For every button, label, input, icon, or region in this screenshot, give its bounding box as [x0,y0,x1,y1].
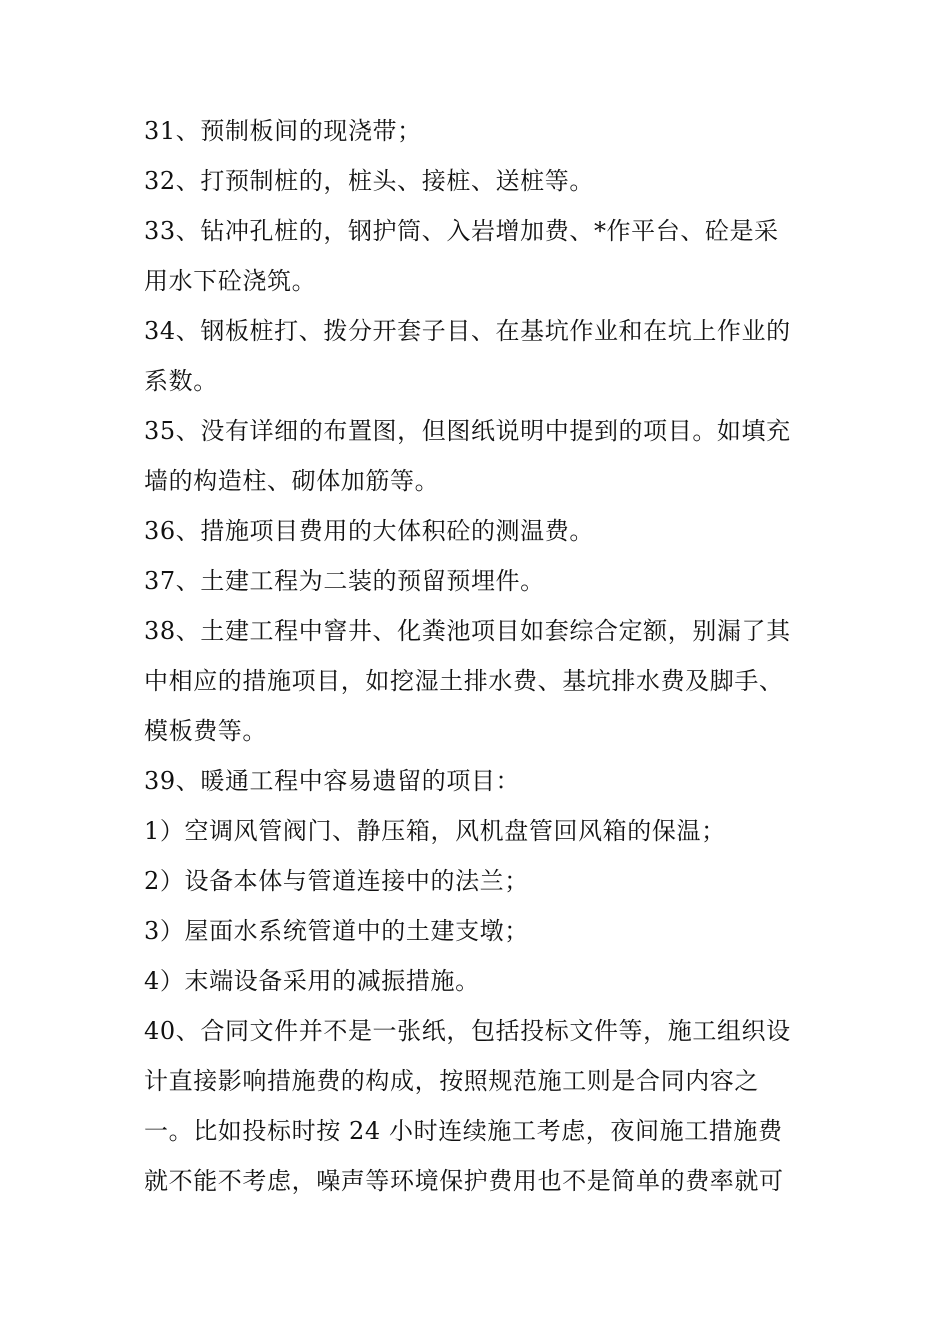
text-line: 墙的构造柱、砌体加筋等。 [144,467,440,495]
text-line: 3）屋面水系统管道中的土建支墩； [144,917,529,945]
text-line: 一。比如投标时按 24 小时连续施工考虑，夜间施工措施费 [144,1117,783,1145]
text-line: 35、没有详细的布置图，但图纸说明中提到的项目。如填充 [144,417,791,445]
text-line: 40、合同文件并不是一张纸，包括投标文件等，施工组织设 [144,1017,791,1045]
text-line: 39、暖通工程中容易遗留的项目： [144,767,521,795]
text-line: 38、土建工程中窨井、化粪池项目如套综合定额，别漏了其 [144,617,791,645]
text-line: 33、钻冲孔桩的，钢护筒、入岩增加费、*作平台、砼是采 [144,217,779,245]
text-line: 系数。 [144,367,218,395]
text-line: 中相应的措施项目，如挖湿土排水费、基坑排水费及脚手、 [144,667,784,695]
text-line: 用水下砼浇筑。 [144,267,317,295]
text-line: 37、土建工程为二装的预留预埋件。 [144,567,545,595]
text-line: 计直接影响措施费的构成，按照规范施工则是合同内容之 [144,1067,759,1095]
text-line: 31、预制板间的现浇带； [144,117,422,145]
text-line: 4）末端设备采用的减振措施。 [144,967,480,995]
document-body [144,106,808,1206]
text-line: 就不能不考虑，噪声等环境保护费用也不是简单的费率就可 [144,1167,784,1195]
text-line: 1）空调风管阀门、静压箱，风机盘管回风箱的保温； [144,817,726,845]
text-line: 模板费等。 [144,717,267,745]
text-line: 2）设备本体与管道连接中的法兰； [144,867,529,895]
text-line: 34、钢板桩打、拨分开套子目、在基坑作业和在坑上作业的 [144,317,791,345]
text-line: 36、措施项目费用的大体积砼的测温费。 [144,517,594,545]
text-line: 32、打预制桩的，桩头、接桩、送桩等。 [144,167,594,195]
